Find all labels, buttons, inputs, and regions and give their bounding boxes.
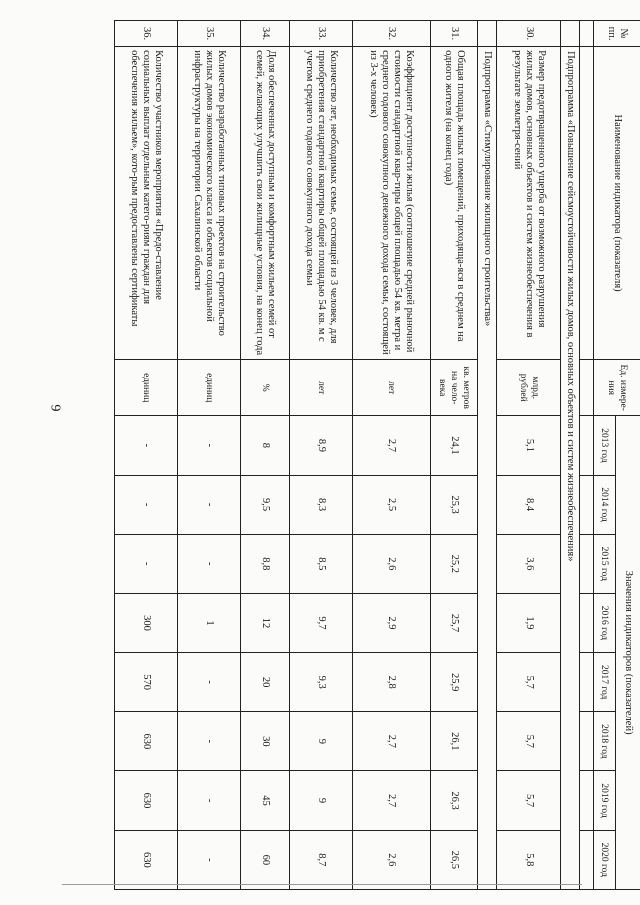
value-cell: 2,6 (353, 830, 431, 889)
value-cell: 3,6 (497, 534, 560, 593)
value-cell: 24,1 (430, 416, 477, 475)
value-cell: 20 (241, 653, 290, 712)
value-cell: 9 (289, 712, 352, 771)
value-cell: 5,7 (497, 712, 560, 771)
unit-cell: единиц (178, 360, 241, 416)
value-cell: 26,5 (430, 830, 477, 889)
value-cell: 8,5 (289, 534, 352, 593)
indicator-name: Доля обеспеченных доступным и комфортным жильем семей от семей, желающих улучшить свои жилищные условия, на конец года (241, 47, 290, 360)
table-row (430, 21, 477, 890)
header-values: Значения индикаторов (показателей) (616, 416, 640, 890)
unit-cell: лет (289, 360, 352, 416)
value-cell: 25,7 (430, 593, 477, 652)
value-cell: - (115, 534, 178, 593)
value-cell: 630 (115, 830, 178, 889)
value-cell: - (115, 416, 178, 475)
unit-cell: единиц (115, 360, 178, 416)
value-cell: 60 (241, 830, 290, 889)
row-number: 30. (497, 21, 560, 47)
header-year: 2016 год (594, 593, 616, 652)
unit-cell: млрд. рублей (497, 360, 560, 416)
value-cell: 12 (241, 593, 290, 652)
value-cell: 9 (289, 771, 352, 830)
value-cell: 5,7 (497, 771, 560, 830)
table-row (115, 21, 178, 890)
table-row (241, 21, 290, 890)
indicator-name: Количество лет, необходимых семье, состоящей из 3 человек, для приобретения стандартной квартиры общей площадью 54 кв. м с учетом среднего годового совокупного дохода семьи (289, 47, 352, 360)
value-cell: - (178, 830, 241, 889)
value-cell: 5,1 (497, 416, 560, 475)
header-row-1 (616, 21, 640, 890)
value-cell: 9,3 (289, 653, 352, 712)
indicator-name: Размер предотвращенного ущерба от возможного разрушения жилых домов, основных объектов и систем жизнеобеспечения в результате землетря-сений (497, 47, 560, 360)
row-number: 32. (353, 21, 431, 47)
row-number: 34. (241, 21, 290, 47)
value-cell: - (178, 712, 241, 771)
value-cell: 8,4 (497, 475, 560, 534)
value-cell: 1,9 (497, 593, 560, 652)
unit-cell: кв. метров на чело-века (430, 360, 477, 416)
row-number: 33. (289, 21, 352, 47)
header-name: Наименование индикатора (показателя) (594, 47, 640, 360)
value-cell: 2,9 (353, 593, 431, 652)
row-number: 31. (430, 21, 477, 47)
table-row (289, 21, 352, 890)
header-unit: Ед. измере-ния (594, 360, 640, 416)
header-blank-row (580, 21, 594, 890)
header-year: 2020 год (594, 830, 616, 889)
indicator-name: Количество участников мероприятия «Предо-ставление социальных выплат отдельным катего-риям граждан для обеспечения жильем», кото-рым предоставлены сертификаты (115, 47, 178, 360)
value-cell: 1 (178, 593, 241, 652)
value-cell: 45 (241, 771, 290, 830)
value-cell: - (178, 475, 241, 534)
value-cell: 8,7 (289, 830, 352, 889)
header-year: 2015 год (594, 534, 616, 593)
header-year: 2014 год (594, 475, 616, 534)
value-cell: 8,8 (241, 534, 290, 593)
value-cell: 25,9 (430, 653, 477, 712)
header-year: 2013 год (594, 416, 616, 475)
rotated-table-container (114, 20, 640, 890)
section-title: Подпрограмма «Повышение сейсмоустойчивости жилых домов, основных объектов и систем жизнеобеспечения» (560, 47, 579, 890)
value-cell: 25,3 (430, 475, 477, 534)
section-row (478, 21, 497, 890)
bottom-rule (62, 884, 582, 885)
section-title: Подпрограмма «Стимулирование жилищного строительства» (478, 47, 497, 890)
value-cell: 2,7 (353, 416, 431, 475)
value-cell: 8,9 (289, 416, 352, 475)
value-cell: 26,3 (430, 771, 477, 830)
table-row (497, 21, 560, 890)
value-cell: - (115, 475, 178, 534)
value-cell: - (178, 771, 241, 830)
indicator-name: Количество разработанных типовых проектов на строительство жилых домов экономического класса и объектов социальной инфраструктуры на территории Сахалинской области (178, 47, 241, 360)
indicator-name: Коэффициент доступности жилья (соотношение средней рыночной стоимости стандартной квар-тиры общей площадью 54 кв. метра и среднего годового совокупного денежного дохода семьи, состоящей из 3-х человек) (353, 47, 431, 360)
section-row (560, 21, 579, 890)
value-cell: 9,5 (241, 475, 290, 534)
value-cell: 2,8 (353, 653, 431, 712)
value-cell: 630 (115, 712, 178, 771)
value-cell: 8,3 (289, 475, 352, 534)
value-cell: 300 (115, 593, 178, 652)
value-cell: 2,7 (353, 771, 431, 830)
value-cell: - (178, 534, 241, 593)
value-cell: 630 (115, 771, 178, 830)
header-year: 2018 год (594, 712, 616, 771)
row-number: 35. (178, 21, 241, 47)
value-cell: 8 (241, 416, 290, 475)
page-number: 6 (49, 404, 65, 412)
value-cell: 2,5 (353, 475, 431, 534)
value-cell: 570 (115, 653, 178, 712)
unit-cell: % (241, 360, 290, 416)
value-cell: 9,7 (289, 593, 352, 652)
value-cell: 5,8 (497, 830, 560, 889)
table-row (353, 21, 431, 890)
value-cell: 2,7 (353, 712, 431, 771)
value-cell: 30 (241, 712, 290, 771)
row-number: 36. (115, 21, 178, 47)
value-cell: - (178, 416, 241, 475)
value-cell: 26,1 (430, 712, 477, 771)
indicator-name: Общая площадь жилых помещений, приходяща-яся в среднем на одного жителя (на конец года) (430, 47, 477, 360)
header-year: 2017 год (594, 653, 616, 712)
value-cell: 2,6 (353, 534, 431, 593)
header-no: № пп. (594, 21, 640, 47)
header-year: 2019 год (594, 771, 616, 830)
value-cell: - (178, 653, 241, 712)
value-cell: 25,2 (430, 534, 477, 593)
value-cell: 5,7 (497, 653, 560, 712)
unit-cell: лет (353, 360, 431, 416)
indicators-table (114, 20, 640, 890)
table-row (178, 21, 241, 890)
